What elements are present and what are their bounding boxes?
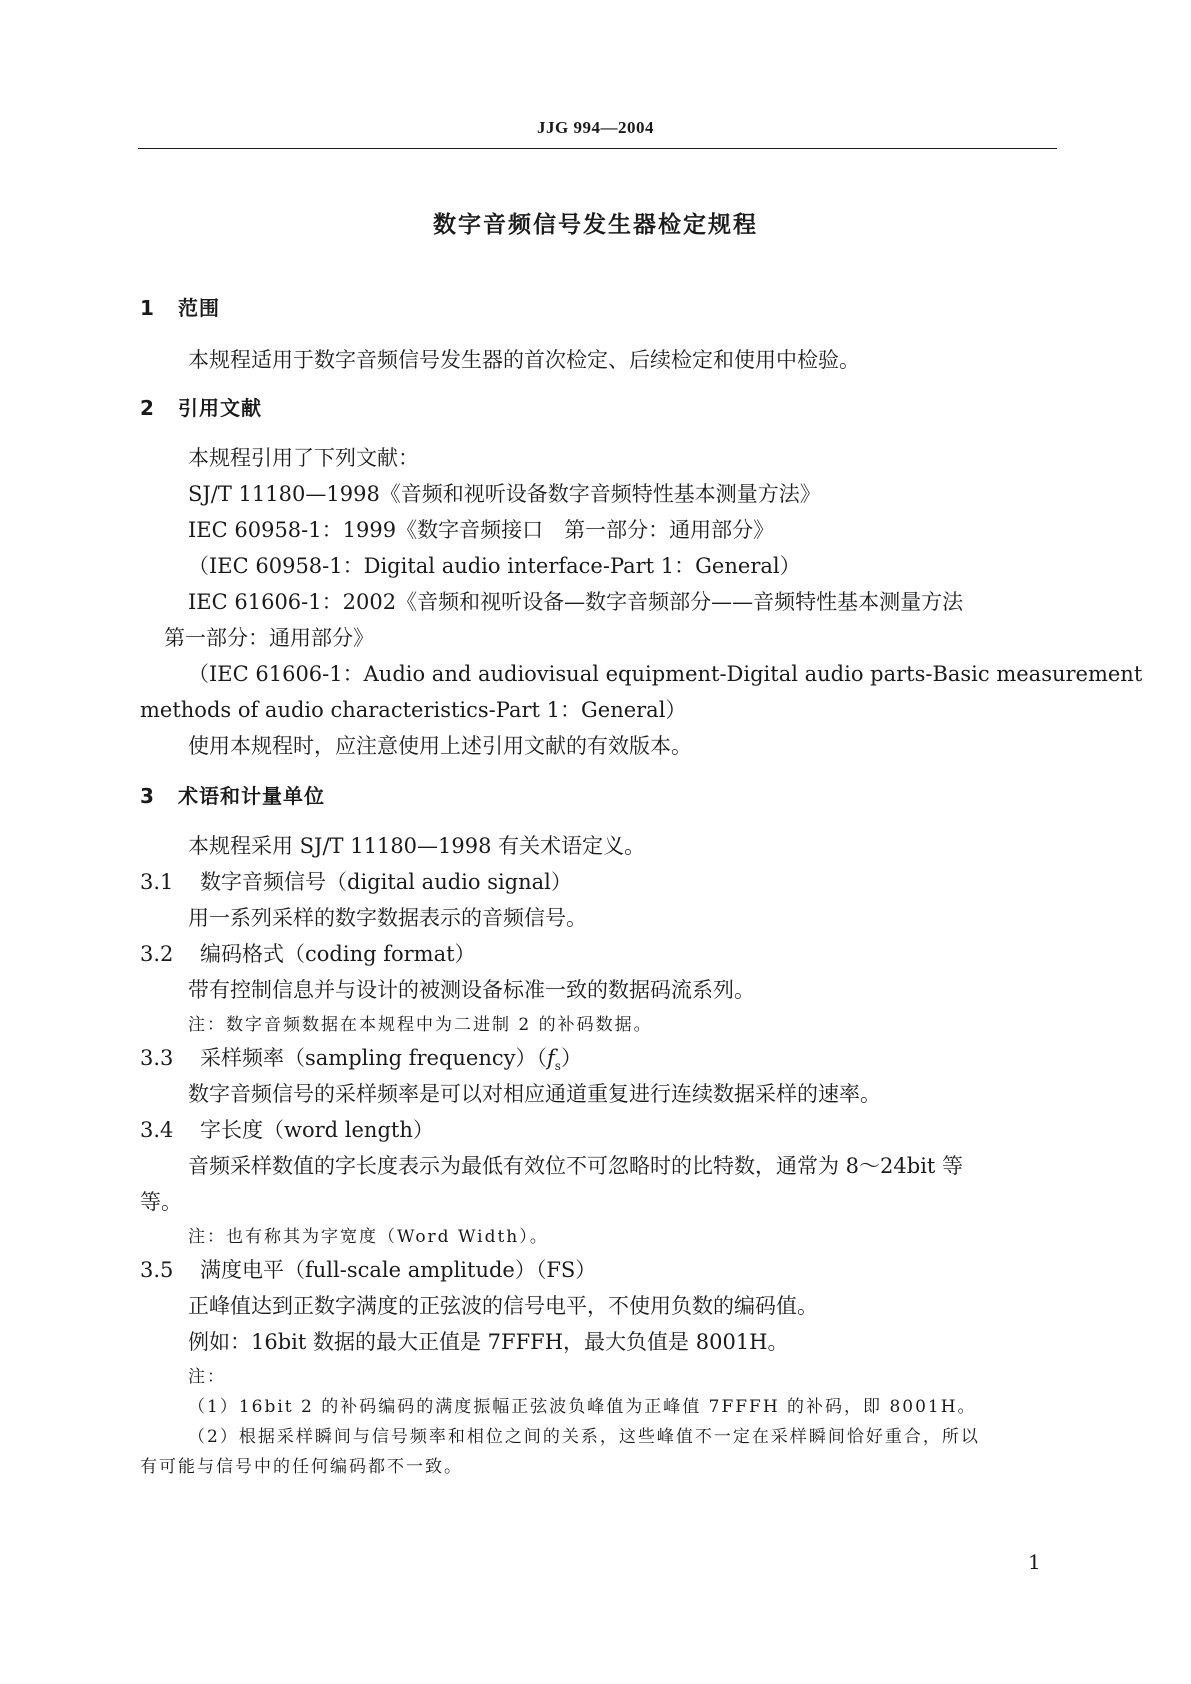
- page-number: 1: [1028, 1550, 1041, 1574]
- term-title-close: ）: [560, 1046, 582, 1070]
- document-title: 数字音频信号发生器检定规程: [433, 212, 758, 238]
- term-3-5-note-heading: 注：: [188, 1367, 226, 1387]
- section-number: 1: [140, 296, 155, 320]
- term-number: 3.1: [140, 870, 174, 894]
- term-3-4-heading: [140, 1114, 434, 1144]
- term-title: 编码格式（coding format）: [200, 942, 476, 966]
- term-3-5-definition: 正峰值达到正数字满度的正弦波的信号电平，不使用负数的编码值。: [188, 1294, 818, 1318]
- term-3-5-note-2-line-1: （2）根据采样瞬间与信号频率和相位之间的关系，这些峰值不一定在采样瞬间恰好重合，所以: [188, 1427, 980, 1447]
- section-1-body: 本规程适用于数字音频信号发生器的首次检定、后续检定和使用中检验。: [188, 348, 860, 372]
- term-3-2-heading: [140, 938, 476, 968]
- reference-3-line-1: IEC 61606-1：2002《音频和视听设备—数字音频部分——音频特性基本测量方法: [188, 590, 964, 614]
- section-title: 术语和计量单位: [178, 784, 325, 808]
- term-number: 3.4: [140, 1118, 174, 1142]
- term-title: 字长度（word length）: [200, 1118, 434, 1142]
- term-number: 3.2: [140, 942, 174, 966]
- term-3-2-definition: 带有控制信息并与设计的被测设备标准一致的数据码流系列。: [188, 978, 755, 1002]
- terms-intro: 本规程采用 SJ/T 11180—1998 有关术语定义。: [188, 834, 646, 858]
- reference-3-english-line-2: methods of audio characteristics-Part 1：General）: [140, 698, 687, 722]
- references-intro: 本规程引用了下列文献：: [188, 446, 419, 470]
- term-number: 3.3: [140, 1046, 174, 1070]
- term-3-4-definition-line-2: 等。: [140, 1190, 182, 1214]
- term-3-3-heading: [140, 1042, 582, 1073]
- term-title: 满度电平（full-scale amplitude）（FS）: [200, 1258, 597, 1282]
- reference-3-english-line-1: （IEC 61606-1：Audio and audiovisual equipment-Digital audio parts-Basic measurement: [188, 662, 1143, 686]
- section-number: 3: [140, 784, 155, 808]
- section-3-heading: [140, 780, 325, 809]
- term-3-2-note: 注：数字音频数据在本规程中为二进制 2 的补码数据。: [188, 1015, 653, 1035]
- section-number: 2: [140, 396, 155, 420]
- term-3-5-heading: [140, 1254, 596, 1284]
- term-number: 3.5: [140, 1258, 174, 1282]
- term-3-4-definition-line-1: 音频采样数值的字长度表示为最低有效位不可忽略时的比特数，通常为 8～24bit 等: [188, 1154, 964, 1178]
- symbol-f: f: [547, 1046, 555, 1070]
- term-3-1-heading: [140, 866, 572, 896]
- section-title: 范围: [178, 296, 220, 320]
- section-2-heading: [140, 392, 262, 421]
- term-3-4-note: 注：也有称其为字宽度（Word Width）。: [188, 1227, 549, 1247]
- standard-code-header: JJG 994—2004: [537, 118, 654, 137]
- references-closing: 使用本规程时，应注意使用上述引用文献的有效版本。: [188, 734, 692, 758]
- reference-3-line-2: 第一部分：通用部分》: [164, 626, 374, 650]
- term-3-5-note-1: （1）16bit 2 的补码编码的满度振幅正弦波负峰值为正峰值 7FFFH 的补码，即 8001H。: [188, 1397, 977, 1417]
- term-3-5-example: 例如：16bit 数据的最大正值是 7FFFH，最大负值是 8001H。: [188, 1330, 789, 1354]
- symbol-subscript: s: [554, 1059, 561, 1074]
- reference-1: SJ/T 11180—1998《音频和视听设备数字音频特性基本测量方法》: [188, 482, 821, 506]
- term-3-3-definition: 数字音频信号的采样频率是可以对相应通道重复进行连续数据采样的速率。: [188, 1082, 881, 1106]
- header-rule: [138, 148, 1057, 149]
- section-1-heading: [140, 292, 220, 321]
- term-3-1-definition: 用一系列采样的数字数据表示的音频信号。: [188, 906, 587, 930]
- reference-2-english: （IEC 60958-1：Digital audio interface-Part 1：General）: [188, 554, 801, 578]
- term-title: 采样频率（sampling frequency）（: [200, 1046, 548, 1070]
- term-title: 数字音频信号（digital audio signal）: [200, 870, 572, 894]
- reference-2: IEC 60958-1：1999《数字音频接口 第一部分：通用部分》: [188, 518, 775, 542]
- term-3-5-note-2-line-2: 有可能与信号中的任何编码都不一致。: [140, 1457, 463, 1477]
- section-title: 引用文献: [178, 396, 262, 420]
